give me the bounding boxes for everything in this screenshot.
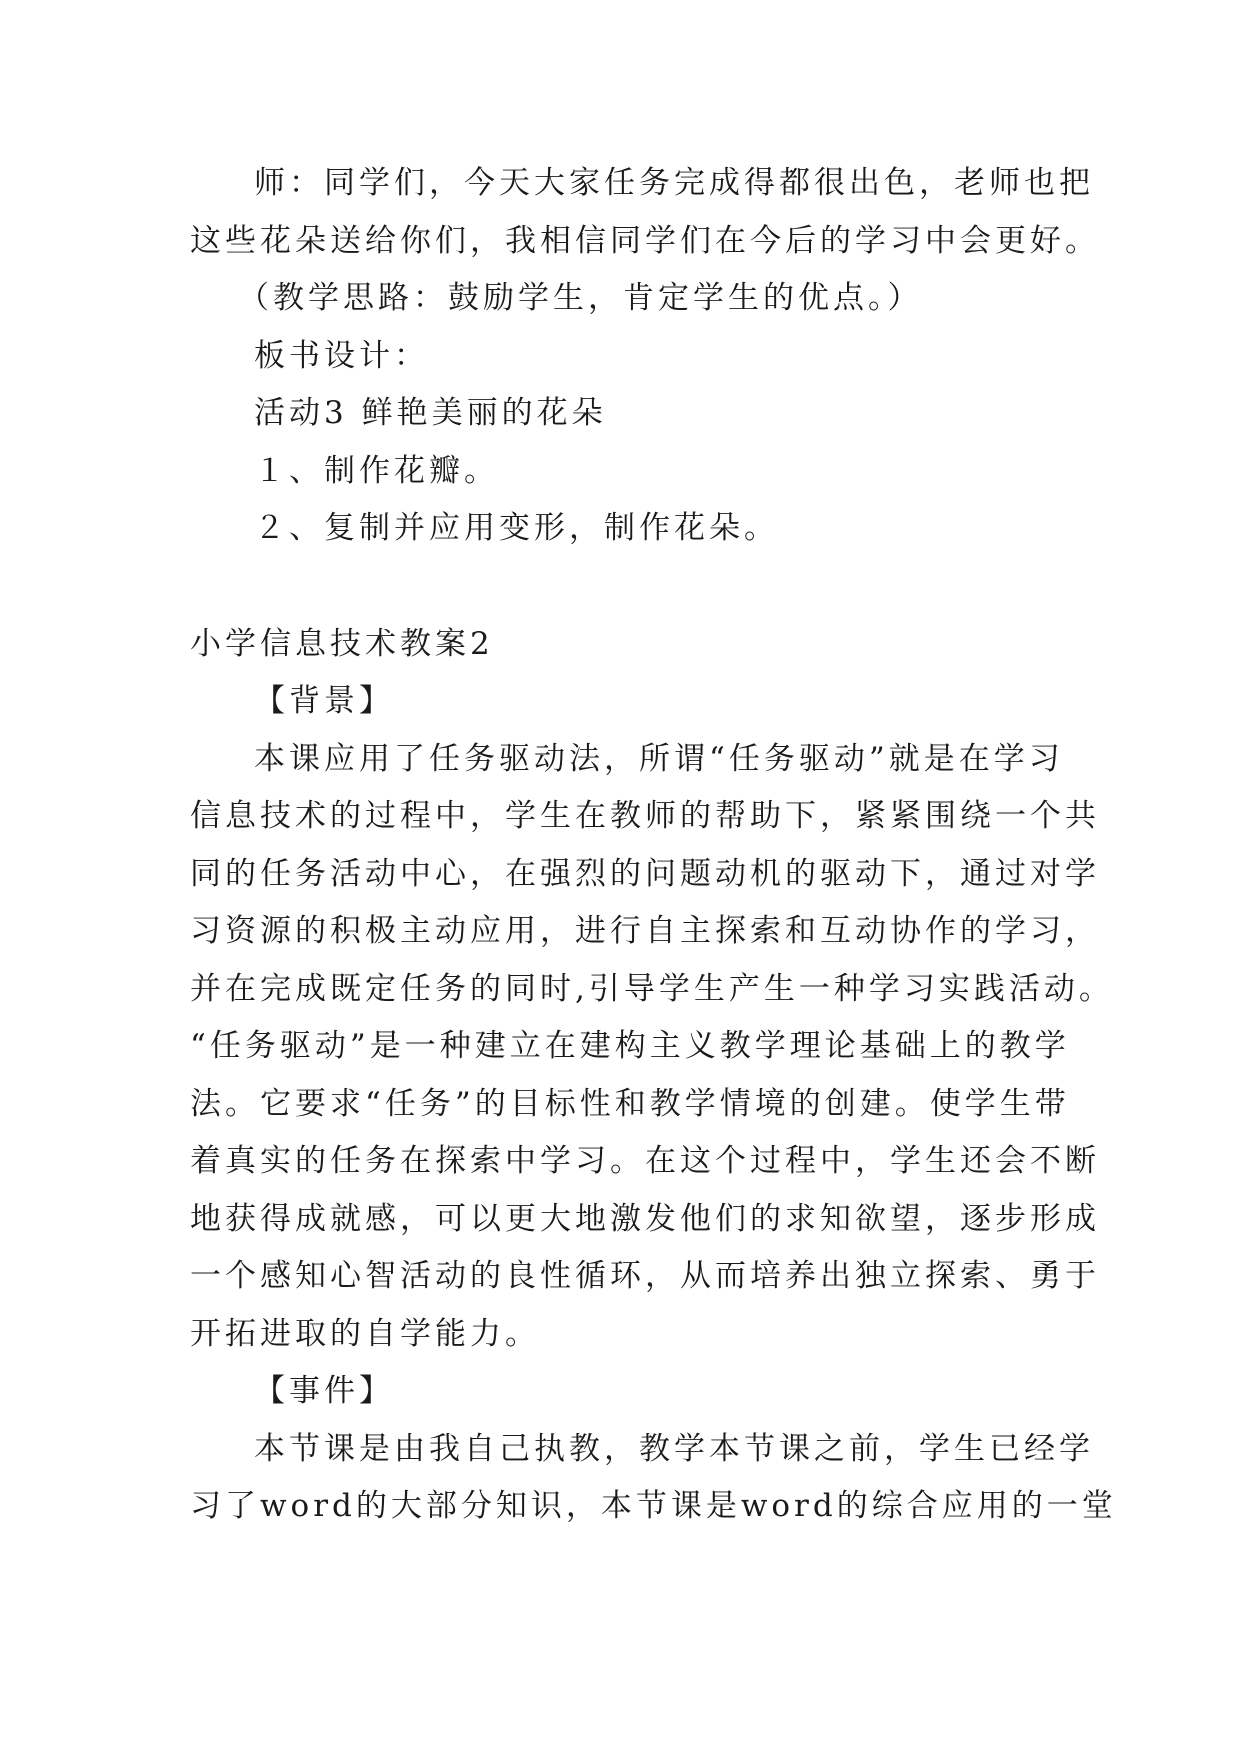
paragraph-line: “任务驱动”是一种建立在建构主义教学理论基础上的教学 (190, 1028, 1070, 1064)
paragraph-line: 着真实的任务在探索中学习。在这个过程中，学生还会不断 (190, 1143, 1100, 1179)
paragraph-line: 本课应用了任务驱动法，所谓“任务驱动”就是在学习 (254, 740, 1064, 777)
board-design-step: ２、复制并应用变形，制作花朵。 (254, 510, 779, 546)
section-heading-background: 【背景】 (254, 683, 394, 719)
section-gap (190, 558, 1060, 616)
paragraph-line: 开拓进取的自学能力。 (190, 1315, 540, 1352)
board-design-step: １、制作花瓣。 (254, 452, 499, 489)
document-body (190, 155, 1117, 1536)
board-design-heading: 板书设计： (254, 337, 429, 374)
paragraph-line: 习资源的积极主动应用，进行自主探索和互动协作的学习， (190, 913, 1100, 949)
paragraph-line: 本节课是由我自己执教，教学本节课之前，学生已经学 (254, 1430, 1094, 1467)
paragraph-line: 信息技术的过程中，学生在教师的帮助下，紧紧围绕一个共 (190, 798, 1100, 834)
paragraph-line: （教学思路：鼓励学生，肯定学生的优点。） (238, 280, 923, 316)
section-heading-event: 【事件】 (254, 1373, 394, 1409)
paragraph-line: 同的任务活动中心，在强烈的问题动机的驱动下，通过对学 (190, 855, 1100, 892)
paragraph-line: 并在完成既定任务的同时,引导学生产生一种学习实践活动。 (190, 970, 1114, 1007)
paragraph-line: 这些花朵送给你们，我相信同学们在今后的学习中会更好。 (190, 222, 1100, 259)
paragraph-line: 法。它要求“任务”的目标性和教学情境的创建。使学生带 (190, 1085, 1070, 1122)
paragraph-line: 地获得成就感，可以更大地激发他们的求知欲望，逐步形成 (190, 1200, 1100, 1237)
board-design-title: 活动3 鲜艳美丽的花朵 (254, 395, 607, 431)
paragraph-line: 师：同学们，今天大家任务完成得都很出色，老师也把 (254, 165, 1094, 201)
paragraph-line: 习了word的大部分知识，本节课是word的综合应用的一堂 (190, 1488, 1117, 1524)
section-title: 小学信息技术教案2 (190, 625, 494, 662)
paragraph-line: 一个感知心智活动的良性循环，从而培养出独立探索、勇于 (190, 1258, 1100, 1294)
